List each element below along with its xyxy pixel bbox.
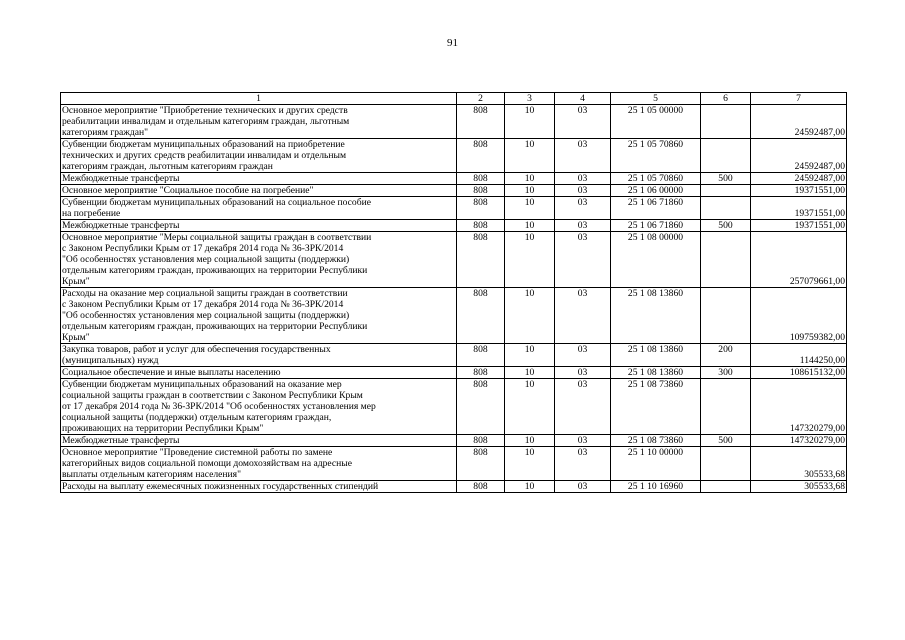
target-article-code-cell: 25 1 10 00000 (611, 447, 701, 481)
amount-cell: 109759382,00 (751, 288, 847, 344)
item-name-cell: Межбюджетные трансферты (61, 220, 457, 232)
target-article-code-cell: 25 1 06 71860 (611, 220, 701, 232)
expense-type-code-cell: 300 (701, 367, 751, 379)
column-header: 6 (701, 93, 751, 105)
ministry-code-cell: 808 (457, 232, 505, 288)
table-row (61, 232, 847, 288)
target-article-code-cell: 25 1 06 71860 (611, 197, 701, 220)
subsection-code-cell: 03 (555, 105, 611, 139)
subsection-code-cell: 03 (555, 288, 611, 344)
table-row (61, 173, 847, 185)
column-header: 4 (555, 93, 611, 105)
section-code-cell: 10 (505, 105, 555, 139)
ministry-code-cell: 808 (457, 379, 505, 435)
section-code-cell: 10 (505, 379, 555, 435)
expense-type-code-cell (701, 105, 751, 139)
amount-cell: 257079661,00 (751, 232, 847, 288)
expense-type-code-cell (701, 288, 751, 344)
expense-type-code-cell (701, 481, 751, 493)
amount-cell: 147320279,00 (751, 379, 847, 435)
subsection-code-cell: 03 (555, 344, 611, 367)
ministry-code-cell: 808 (457, 139, 505, 173)
table-header (61, 93, 847, 105)
item-name-cell: Межбюджетные трансферты (61, 173, 457, 185)
amount-cell: 108615132,00 (751, 367, 847, 379)
ministry-code-cell: 808 (457, 197, 505, 220)
ministry-code-cell: 808 (457, 288, 505, 344)
expense-type-code-cell (701, 139, 751, 173)
subsection-code-cell: 03 (555, 232, 611, 288)
item-name-cell: Расходы на выплату ежемесячных пожизненных государственных стипендий (61, 481, 457, 493)
section-code-cell: 10 (505, 197, 555, 220)
ministry-code-cell: 808 (457, 105, 505, 139)
subsection-code-cell: 03 (555, 185, 611, 197)
target-article-code-cell: 25 1 06 00000 (611, 185, 701, 197)
table-row (61, 105, 847, 139)
expense-type-code-cell: 200 (701, 344, 751, 367)
ministry-code-cell: 808 (457, 344, 505, 367)
expense-type-code-cell (701, 379, 751, 435)
ministry-code-cell: 808 (457, 435, 505, 447)
expense-type-code-cell (701, 447, 751, 481)
amount-cell: 24592487,00 (751, 139, 847, 173)
expense-type-code-cell (701, 197, 751, 220)
item-name-cell: Основное мероприятие "Приобретение технических и других средств реабилитации инвалидам и отдельным категориям граждан, льготным категориям граждан" (61, 105, 457, 139)
column-header: 3 (505, 93, 555, 105)
column-header: 2 (457, 93, 505, 105)
amount-cell: 19371551,00 (751, 185, 847, 197)
ministry-code-cell: 808 (457, 220, 505, 232)
column-header: 1 (61, 93, 457, 105)
table-row (61, 185, 847, 197)
ministry-code-cell: 808 (457, 367, 505, 379)
target-article-code-cell: 25 1 05 00000 (611, 105, 701, 139)
ministry-code-cell: 808 (457, 185, 505, 197)
target-article-code-cell: 25 1 05 70860 (611, 173, 701, 185)
item-name-cell: Субвенции бюджетам муниципальных образований на социальное пособие на погребение (61, 197, 457, 220)
item-name-cell: Расходы на оказание мер социальной защиты граждан в соответствии с Законом Республики Крым от 17 декабря 2014 года № 36-ЗРК/2014 "Об особенностях установления мер социальной защиты (поддержки) отдельным категориям граждан, проживающих на территории Республики Крым" (61, 288, 457, 344)
section-code-cell: 10 (505, 232, 555, 288)
expense-type-code-cell: 500 (701, 435, 751, 447)
subsection-code-cell: 03 (555, 173, 611, 185)
item-name-cell: Субвенции бюджетам муниципальных образований на оказание мер социальной защиты граждан в соответствии с Законом Республики Крым от 17 декабря 2014 года № 36-ЗРК/2014 "Об особенностях установления мер социальной защиты (поддержки) отдельным категориям граждан, проживающих на территории Республики Крым" (61, 379, 457, 435)
table-row (61, 435, 847, 447)
section-code-cell: 10 (505, 139, 555, 173)
section-code-cell: 10 (505, 185, 555, 197)
target-article-code-cell: 25 1 08 73860 (611, 379, 701, 435)
target-article-code-cell: 25 1 08 13860 (611, 288, 701, 344)
column-header: 7 (751, 93, 847, 105)
item-name-cell: Основное мероприятие "Проведение системной работы по замене категорийных видов социальной помощи домохозяйствам на адресные выплаты отдельным категориям населения" (61, 447, 457, 481)
budget-table (60, 92, 847, 493)
item-name-cell: Межбюджетные трансферты (61, 435, 457, 447)
target-article-code-cell: 25 1 10 16960 (611, 481, 701, 493)
table-row (61, 288, 847, 344)
item-name-cell: Основное мероприятие "Меры социальной защиты граждан в соответствии с Законом Республики Крым от 17 декабря 2014 года № 36-ЗРК/2014 "Об особенностях установления мер социальной защиты (поддержки) отдельным категориям граждан, проживающих на территории Республики Крым" (61, 232, 457, 288)
amount-cell: 1144250,00 (751, 344, 847, 367)
section-code-cell: 10 (505, 435, 555, 447)
subsection-code-cell: 03 (555, 379, 611, 435)
target-article-code-cell: 25 1 08 73860 (611, 435, 701, 447)
table-row (61, 447, 847, 481)
target-article-code-cell: 25 1 05 70860 (611, 139, 701, 173)
expense-type-code-cell (701, 232, 751, 288)
subsection-code-cell: 03 (555, 481, 611, 493)
ministry-code-cell: 808 (457, 447, 505, 481)
target-article-code-cell: 25 1 08 13860 (611, 344, 701, 367)
expense-type-code-cell: 500 (701, 220, 751, 232)
item-name-cell: Субвенции бюджетам муниципальных образований на приобретение технических и других средств реабилитации инвалидам и отдельным категориям граждан, льготным категориям граждан (61, 139, 457, 173)
table-row (61, 139, 847, 173)
table-row (61, 481, 847, 493)
target-article-code-cell: 25 1 08 13860 (611, 367, 701, 379)
table-row (61, 197, 847, 220)
subsection-code-cell: 03 (555, 197, 611, 220)
table-row (61, 379, 847, 435)
item-name-cell: Закупка товаров, работ и услуг для обеспечения государственных (муниципальных) нужд (61, 344, 457, 367)
section-code-cell: 10 (505, 173, 555, 185)
ministry-code-cell: 808 (457, 173, 505, 185)
table-body (61, 105, 847, 493)
section-code-cell: 10 (505, 447, 555, 481)
header-row (61, 93, 847, 105)
subsection-code-cell: 03 (555, 139, 611, 173)
amount-cell: 305533,68 (751, 481, 847, 493)
page-number: 91 (447, 37, 458, 49)
section-code-cell: 10 (505, 481, 555, 493)
expense-type-code-cell: 500 (701, 173, 751, 185)
subsection-code-cell: 03 (555, 220, 611, 232)
item-name-cell: Основное мероприятие "Социальное пособие на погребение" (61, 185, 457, 197)
table-row (61, 220, 847, 232)
amount-cell: 147320279,00 (751, 435, 847, 447)
amount-cell: 24592487,00 (751, 105, 847, 139)
subsection-code-cell: 03 (555, 435, 611, 447)
amount-cell: 19371551,00 (751, 220, 847, 232)
amount-cell: 24592487,00 (751, 173, 847, 185)
table-row (61, 367, 847, 379)
subsection-code-cell: 03 (555, 367, 611, 379)
amount-cell: 19371551,00 (751, 197, 847, 220)
expense-type-code-cell (701, 185, 751, 197)
section-code-cell: 10 (505, 288, 555, 344)
section-code-cell: 10 (505, 220, 555, 232)
table-row (61, 344, 847, 367)
amount-cell: 305533,68 (751, 447, 847, 481)
subsection-code-cell: 03 (555, 447, 611, 481)
target-article-code-cell: 25 1 08 00000 (611, 232, 701, 288)
section-code-cell: 10 (505, 344, 555, 367)
item-name-cell: Социальное обеспечение и иные выплаты населению (61, 367, 457, 379)
column-header: 5 (611, 93, 701, 105)
section-code-cell: 10 (505, 367, 555, 379)
ministry-code-cell: 808 (457, 481, 505, 493)
